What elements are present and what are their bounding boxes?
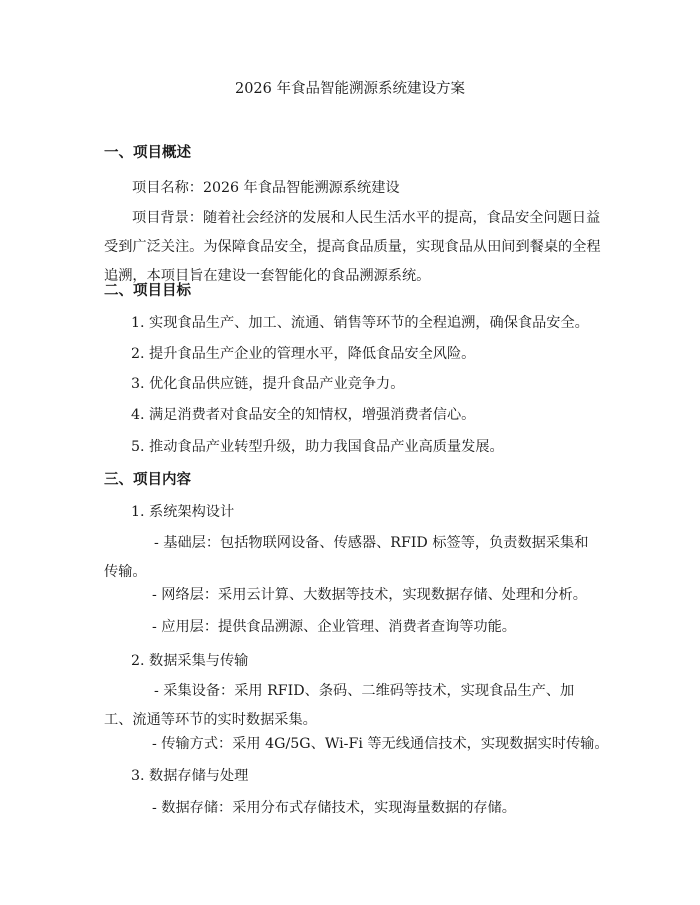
goal-item: 1. 实现食品生产、加工、流通、销售等环节的全程追溯，确保食品安全。 xyxy=(131,315,589,331)
content-subheading: 3. 数据存储与处理 xyxy=(131,768,249,784)
goal-item: 2. 提升食品生产企业的管理水平，降低食品安全风险。 xyxy=(131,346,476,362)
project-name-line: 项目名称：2026 年食品智能溯源系统建设 xyxy=(132,180,400,196)
content-subheading: 1. 系统架构设计 xyxy=(131,504,235,520)
storage-store: - 数据存储：采用分布式存储技术，实现海量数据的存储。 xyxy=(152,800,516,816)
goal-item: 3. 优化食品供应链，提升食品产业竞争力。 xyxy=(131,376,405,392)
project-background: 项目背景：随着社会经济的发展和人民生活水平的提高，食品安全问题日益受到广泛关注。为保障食品安全，提高食品质量，实现食品从田间到餐桌的全程追溯，本项目旨在建设一套智能化的食品溯源系统。 xyxy=(104,210,601,284)
arch-network-layer: - 网络层：采用云计算、大数据等技术，实现数据存储、处理和分析。 xyxy=(152,587,587,603)
section-heading-overview: 一、项目概述 xyxy=(104,145,191,161)
collect-transfer: - 传输方式：采用 4G/5G、Wi-Fi 等无线通信技术，实现数据实时传输。 xyxy=(152,736,609,752)
arch-base-layer: - 基础层：包括物联网设备、传感器、RFID 标签等，负责数据采集和传输。 xyxy=(104,535,589,580)
goal-item: 4. 满足消费者对食品安全的知情权，增强消费者信心。 xyxy=(131,407,476,423)
content-subheading: 2. 数据采集与传输 xyxy=(131,653,249,669)
arch-app-layer: - 应用层：提供食品溯源、企业管理、消费者查询等功能。 xyxy=(152,619,516,635)
section-heading-content: 三、项目内容 xyxy=(104,472,191,488)
goal-item: 5. 推动食品产业转型升级，助力我国食品产业高质量发展。 xyxy=(131,439,504,455)
document-title: 2026 年食品智能溯源系统建设方案 xyxy=(234,81,465,97)
section-heading-goals: 二、项目目标 xyxy=(104,283,191,299)
collect-device: - 采集设备：采用 RFID、条码、二维码等技术，实现食品生产、加工、流通等环节的实时数据采集。 xyxy=(104,683,575,728)
